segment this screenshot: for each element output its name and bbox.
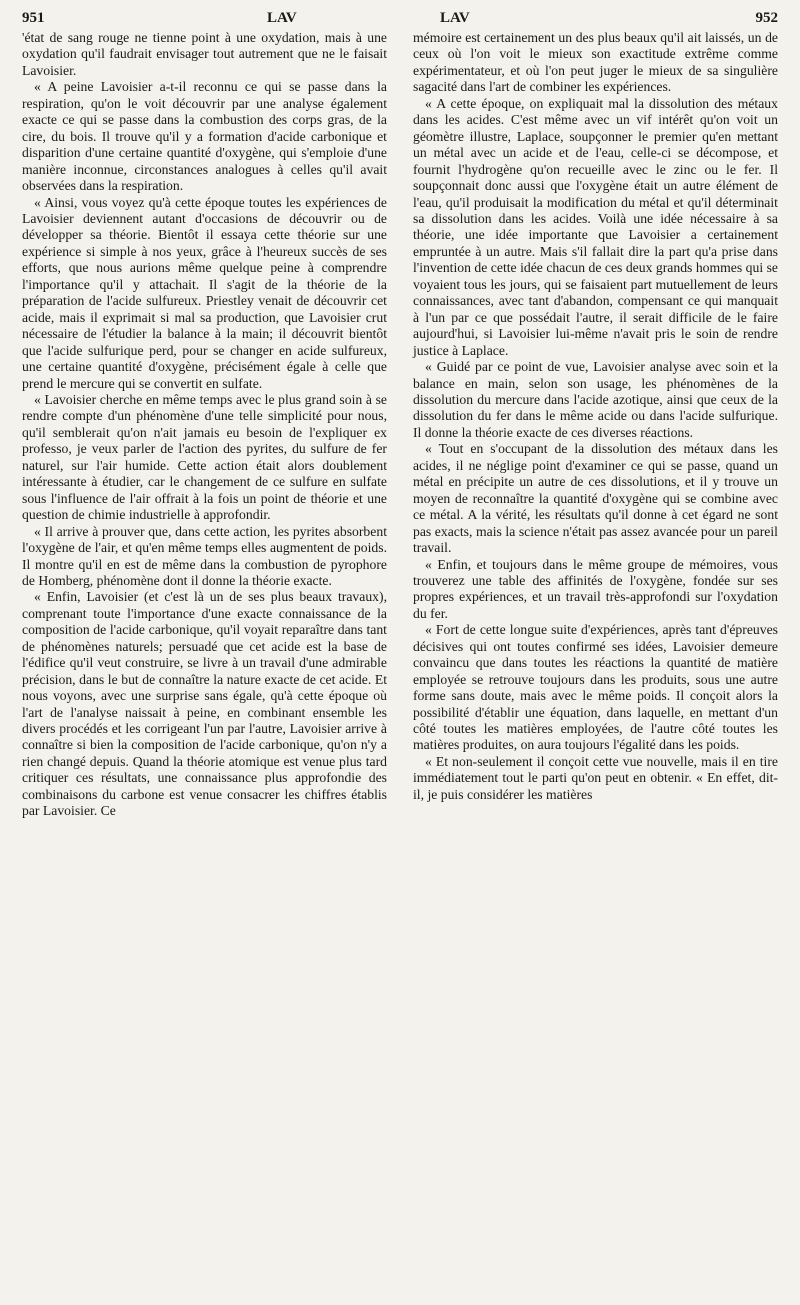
left-running-title: LAV	[267, 10, 297, 26]
right-page-number: 952	[755, 10, 778, 26]
left-column	[22, 30, 387, 820]
paragraph: « Enfin, Lavoisier (et c'est là un de ses plus beaux travaux), comprenant toute l'importance d'une exacte connaissance de la composition de l'acide carbonique, qu'il voyait reparaître dans tant de phénomènes naturels; persuadé que cet acide est la base de l'édifice qu'il veut construire, se livre à un travail d'une admirable précision, dans le but de connaître la nature exacte de cet acide. Et nous voyons, avec une surprise sans égale, qu'à cette époque où l'art de l'analyse naissait à peine, en combinant ensemble les divers procédés et les corrigeant l'un par l'autre, Lavoisier arrive à connaître si bien la composition de l'acide carbonique, qu'on n'y a rien changé depuis. Quand la théorie atomique est venue plus tard critiquer ces résultats, une connaissance plus approfondie des combinaisons du carbone est venue consacrer les chiffres établis par Lavoisier. Ce	[22, 589, 387, 819]
paragraph: « Tout en s'occupant de la dissolution des métaux dans les acides, il ne néglige point d'examiner ce qui se passe, quand un métal en précipite un autre de ces dissolutions, et il y trouve un moyen de reconnaître la quantité d'oxygène qui se combine avec ce métal. A la vérité, les résultats qu'il donne à cet égard ne sont pas exacts, mais la science n'était pas assez avancée pour un pareil travail.	[413, 441, 778, 556]
paragraph: « Fort de cette longue suite d'expériences, après tant d'épreuves décisives qui ont toutes confirmé ses idées, Lavoisier demeure convaincu que dans toutes les réactions la quantité de matière employée se retrouve toujours dans les produits, sous une autre forme sans doute, mais avec le même poids. Il conçoit alors la possibilité d'établir une équation, dans laquelle, en mettant d'un côté toutes les matières employées, de l'autre côté toutes les matières produites, on aura toujours l'égalité dans les poids.	[413, 622, 778, 753]
paragraph: « Guidé par ce point de vue, Lavoisier analyse avec soin et la balance en main, selon son usage, les phénomènes de la dissolution du mercure dans l'acide azotique, ainsi que ceux de la dissolution du fer dans le même acide ou dans l'acide sulfurique. Il donne la théorie exacte de ces diverses réactions.	[413, 359, 778, 440]
left-page-number: 951	[22, 10, 45, 26]
paragraph: « Il arrive à prouver que, dans cette action, les pyrites absorbent l'oxygène de l'air, et qu'en même temps elles augmentent de poids. Il montre qu'il en est de même dans la combustion de pyrophore de Homberg, phénomène dont il donne la théorie exacte.	[22, 523, 387, 588]
paragraph: 'état de sang rouge ne tienne point à une oxydation, mais à une oxydation qu'il faudrait envisager tout autrement que ne le faisait Lavoisier.	[22, 30, 387, 78]
paragraph: mémoire est certainement un des plus beaux qu'il ait laissés, un de ceux où l'on voit le mieux son exactitude extrême comme expérimentateur, et où l'on peut juger le mieux de sa singulière sagacité dans l'art de combiner les expériences.	[413, 30, 778, 95]
paragraph: « Enfin, et toujours dans le même groupe de mémoires, vous trouverez une table des affinités de l'oxygène, fondée sur ses propres expériences, et un travail très-approfondi sur l'oxydation du fer.	[413, 556, 778, 621]
paragraph: « A peine Lavoisier a-t-il reconnu ce qui se passe dans la respiration, qu'on le voit découvrir par une analyse également exacte ce qui se passe dans la combustion des corps gras, de la cire, du bois. Il trouve qu'il y a formation d'acide carbonique et disparition d'une certaine quantité d'oxygène, qui s'emploie d'une manière inconnue, circonstances analogues à celles qu'il avait observées dans la respiration.	[22, 79, 387, 194]
right-column	[413, 30, 778, 820]
right-running-title: LAV	[440, 10, 470, 26]
text-columns	[22, 30, 778, 820]
paragraph: « Et non-seulement il conçoit cette vue nouvelle, mais il en tire immédiatement tout le parti qu'on peut en obtenir. « En effet, dit-il, je puis considérer les matières	[413, 753, 778, 802]
paragraph: « Ainsi, vous voyez qu'à cette époque toutes les expériences de Lavoisier deviennent autant d'occasions de découvrir ou de développer sa théorie. Bientôt il essaya cette théorie sur une expérience si simple à nos yeux, grâce à l'heureux succès de ses efforts, que nous aurions même quelque peine à comprendre l'importance qu'il y attachait. Il s'agit de la théorie de la préparation de l'acide sulfureux. Priestley venait de découvrir cet acide, mais il exprimait si mal sa production, que Lavoisier crut nécessaire de l'étudier la balance à la main; il découvrit bientôt que l'acide sulfurique perd, pour se changer en acide sulfureux, une certaine quantité d'oxygène, précisément égale à celle que prend le mercure qui se convertit en sulfate.	[22, 194, 387, 391]
paragraph: « A cette époque, on expliquait mal la dissolution des métaux dans les acides. C'est même avec un vif intérêt qu'on voit un géomètre illustre, Laplace, soupçonner le premier qu'en mettant un métal avec un acide et de l'eau, celle-ci se décompose, et fournit l'hydrogène qu'on recueille avec le zinc ou le fer. Il soupçonnait donc aussi que l'oxygène était un autre élément de l'eau, qu'il produisait la modification du métal et qu'il déterminait sa dissolution dans les acides. Voilà une idée nécessaire à sa théorie, une idée importante que Lavoisier a certainement empruntée à un autre. Mais s'il fallait dire la part qu'a prise dans l'invention de cette idée chacun de ces deux grands hommes qui se voyaient tous les jours, qui se faisaient part mutuellement de leurs connaissances, avec tant d'abandon, compensant ce qui manquait à l'un par ce que possédait l'autre, il serait difficile de le faire aujourd'hui, si Lavoisier lui-même n'avait pris le soin de rendre justice à Laplace.	[413, 95, 778, 358]
running-header	[22, 10, 778, 30]
paragraph: « Lavoisier cherche en même temps avec le plus grand soin à se rendre compte d'un phénomène d'une telle simplicité pour nous, qu'il semblerait qu'on n'ait jamais eu besoin de l'expliquer ex professo, je veux parler de l'action des pyrites, du sulfure de fer naturel, sur l'air humide. Cette action était alors doublement intéressante à étudier, car le changement de ce sulfure en sulfate sous l'influence de l'air offrait à la fois un point de théorie et une question de chimie industrielle à approfondir.	[22, 391, 387, 523]
